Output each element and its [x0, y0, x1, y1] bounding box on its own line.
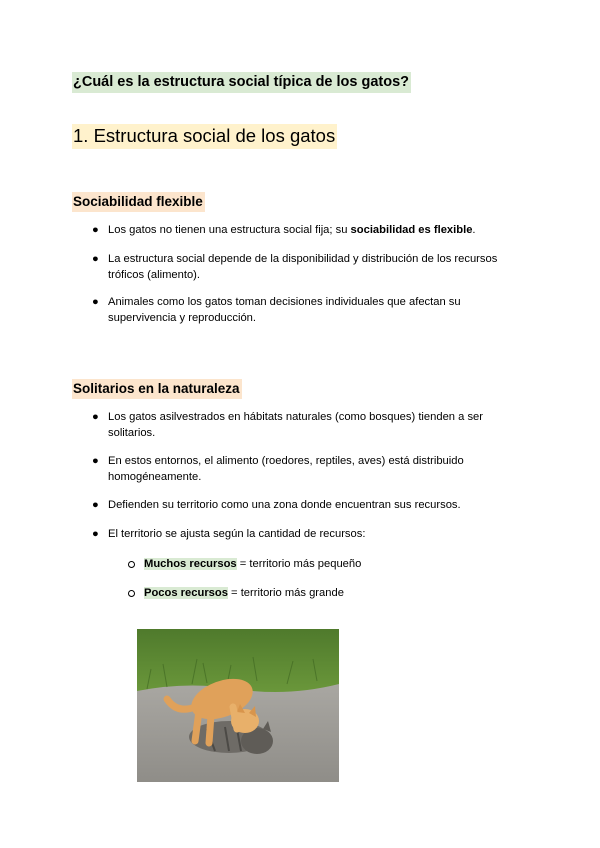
- bullet-dot-icon: ●: [92, 528, 99, 540]
- section-title: 1. Estructura social de los gatos: [72, 124, 337, 149]
- circle-bullet-icon: [128, 590, 135, 597]
- bullet-dot-icon: ●: [92, 224, 99, 236]
- bullet-dot-icon: ●: [92, 499, 99, 511]
- bullet-dot-icon: ●: [92, 455, 99, 467]
- bullet-dot-icon: ●: [92, 253, 99, 265]
- circle-bullet-icon: [128, 561, 135, 568]
- cats-photo: [137, 629, 339, 782]
- heading-sociabilidad: Sociabilidad flexible: [72, 192, 205, 212]
- cats-photo-illustration: [137, 629, 339, 782]
- bullet-dot-icon: ●: [92, 296, 99, 308]
- page-question: ¿Cuál es la estructura social típica de los gatos?: [72, 72, 411, 93]
- heading-solitarios: Solitarios en la naturaleza: [72, 379, 242, 399]
- bullet-dot-icon: ●: [92, 411, 99, 423]
